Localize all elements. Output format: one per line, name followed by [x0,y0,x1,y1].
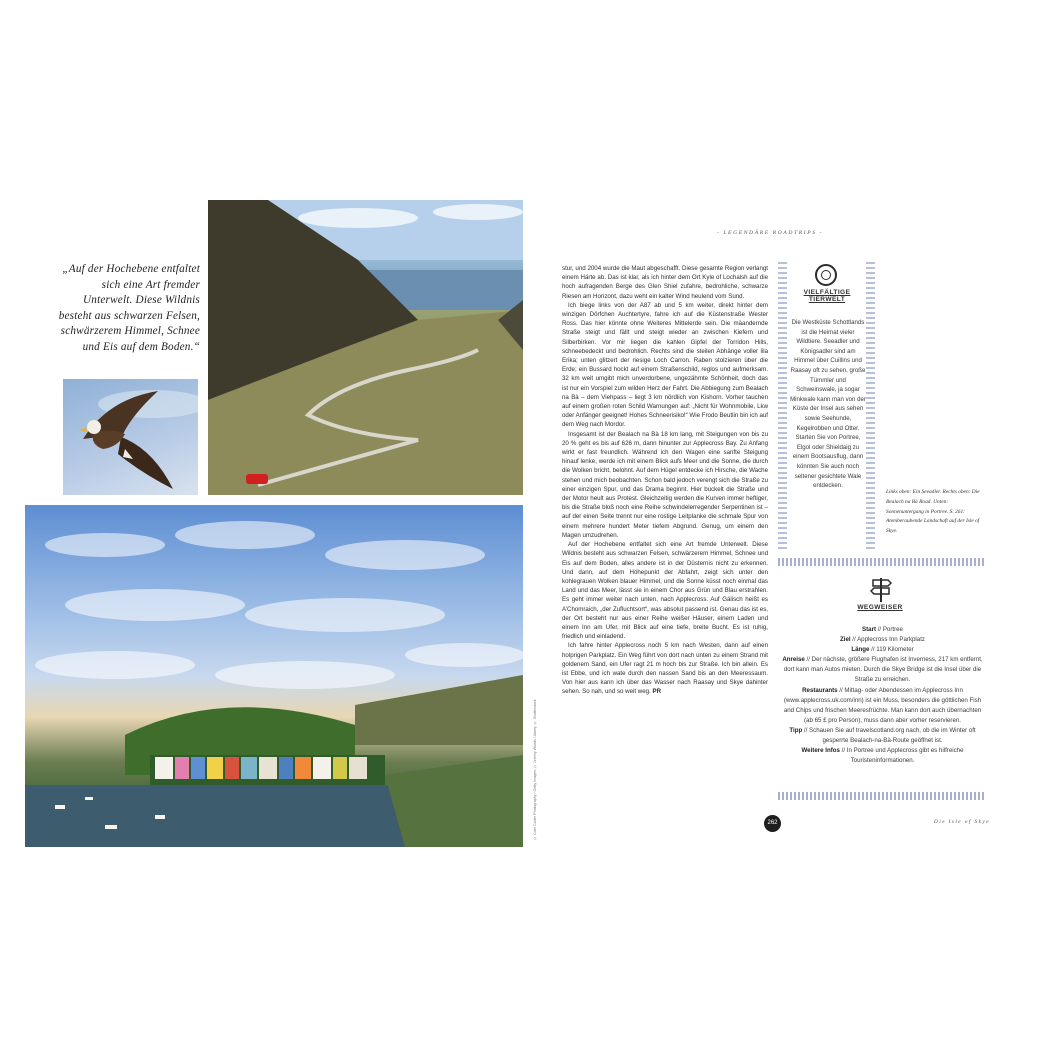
divider-bottom [778,792,985,800]
info-value: // Portree [876,626,903,633]
info-row-anreise [780,655,985,685]
article-paragraph: stur, und 2004 wurde die Maut abgeschafft. Diese gesamte Region verlangt einem Härte ab. Das ist klar, als ich hinter dem Ort Kyle of Lochalsh auf die hoch aufragenden Berge des Glen Shiel zufahre, bedrohliche, schwarze Riesen am Horizont, dazu weht ein kalter Wind heulend vom Sund. [562,265,768,300]
page-number: 262 [764,815,781,832]
info-label: Länge [851,646,870,654]
info-value: // Der nächste, größere Flughafen ist Inverness, 217 km entfernt, dort kann man Autos mieten. Durch die Skye Bridge ist die Insel über die Straße zu erreichen. [783,656,983,684]
info-label: Tipp [789,726,803,734]
info-row-tipp [780,726,985,746]
wildlife-title-line1: VIELFÄLTIGE [803,289,851,296]
article-paragraph-text: Ich fahre hinter Applecross noch 5 km nach Westen, dann auf einen holprigen Parkplatz. Ein Weg führt von dort nach unten zu einem Strand mit goldenem Sand, ein Ufer ragt 21 m hoch bis zur Straße. Ich bin allein. Es ist Ebbe, und ich wate durch den nassen Sand bis an den Meeressaum. Von hier aus kann ich über das Wasser nach Raasay und Skye dahinter sehen. So nah, und so weit weg. [562,642,768,696]
info-value: // Applecross Inn Parkplatz [850,636,925,644]
photo-credit: © Colin Carter Photography / Getty Images; © Jeremy Woods / Alamy; © Shutterstock [533,699,537,840]
mountain-pass-photo [208,200,523,495]
info-row-ziel [780,635,985,645]
info-value: // In Portree und Applecross gibt es hilfreiche Touristeninformationen. [839,747,964,765]
article-paragraph: Insgesamt ist der Bealach na Bà 18 km lang, mit Steigungen von bis zu 20 % geht es bis auf 626 m, dann hinunter zur Applecross Bay. Zu Anfang wirkt er fast freundlich. Während ich den Wagen eine sanfte Steigung hinauf lenke, werde ich mit einem Blick aufs Meer und die Sonne, die durch die Wolken bricht, belohnt. Auf dem Hügel entdecke ich Hirsche, die Wache stehen und mich beobachten. Schon bald jedoch verengt sich die Straße zu einer einzigen Spur, und das Drama beginnt. Hier buckelt die Straße und der Motor heult aus Protest. Gleichzeitig werden die Kurven immer heftiger, bis die Straße bloß noch eine Reihe schwindelerregender Serpentinen ist – auf der einen Seite trennt nur eine rostige Leitplanke die schmale Spur von einem mehrere hundert Meter tiefem Abgrund. Genug, um einem den Magen umzudrehen. [562,430,768,539]
info-label: Start [862,626,877,633]
box-border-left [778,262,787,552]
info-row-start [780,625,985,635]
info-value: // Mittag- oder Abendessen im Applecross Inn (www.applecross.uk.com/inn) ist ein Muss, besonders die göttlichen Fish and Chips und frischen Meeresfrüchte. Man kann dort auch übernachten (ab 65 £ pro Person), muss dann aber vorher reservieren. [783,686,982,724]
info-row-restaurants [780,686,985,726]
steering-wheel-icon [815,264,837,286]
harbour-illustration [25,505,523,847]
info-label: Weitere Infos [801,747,840,755]
photo-caption: Links oben: Ein Seeadler. Rechts oben: Die Bealach na Bà Road. Unten: Sonnenuntergang in Portree. S. 261: Atemberaubende Landschaft auf der Isle of Skye. [886,489,980,535]
footer-title: Die Isle of Skye [933,819,990,825]
info-row-laenge [780,645,985,655]
info-value: // Schauen Sie auf travelscotland.org nach, ob die im Winter oft gesperrte Bealach-na-Bà-Route geöffnet ist. [802,726,976,745]
info-label: Restaurants [802,686,838,694]
article-paragraph: Auf der Hochebene entfaltet sich eine Art fremde Unterwelt. Diese Wildnis besteht aus schwarzen Felsen, schwärzerem Himmel, Schnee und Eis auf dem Boden, alles andere ist in der Düsternis nicht zu erkennen. Und dann, auf dem Höhepunkt der Abfahrt, zeigt sich unter den kohlegrauen Wolken blauer Himmel, und die Sonne küsst noch einmal das Land und das Meer, lässt sie in einem Chor aus Grün und Blau erstrahlen. Es geht immer weiter nach unten, nach Applecross. Auf Gälisch heißt es A’Chomraich, „der Zufluchtsort“, was absolut passend ist. Genau das ist es, der Ort besteht nur aus einer Reihe weißer Häuser, einem Laden und einem Inn am Ufer, mit Blick auf eine tiefe, breite Bucht. Es ist ruhig, friedlich und einladend. [562,541,768,641]
wegweiser-title: WEGWEISER [857,604,903,611]
info-label: Ziel [839,636,851,644]
article-paragraph [562,641,768,696]
wegweiser-info [780,625,985,766]
mountain-road-illustration [208,200,523,495]
info-label: Anreise [782,656,805,664]
pull-quote: „Auf der Hochebene entfaltet sich eine Art fremder Unterwelt. Diese Wildnis besteht aus schwarzen Felsen, schwärzerem Himmel, Schnee und Eis auf dem Boden.“ [58,263,200,353]
eagle-photo [63,379,198,495]
article-body [562,264,768,697]
portree-harbour-photo [25,505,523,847]
signpost-icon [870,576,892,602]
info-value: // 119 Kilometer [869,646,914,654]
box-border-right [866,262,875,552]
wildlife-title-line2: TIERWELT [808,296,846,303]
wildlife-box-text: Die Westküste Schottlands ist die Heimat vieler Wildtiere. Seeadler und Königsadler sind am Himmel über Cuillins und Raasay oft zu sehen, große Tümmler und Schweinswale, ja sogar Minkwale kann man von der Küste der Insel aus sehen sowie Seehunde, Kegelrobben und Otter. Starten Sie von Portree, Elgol oder Shieldaig zu einem Bootsausflug, dann könnten Sie auch noch seltener gesichtete Wale entdecken. [790,319,866,490]
eagle-illustration [63,379,198,495]
article-paragraph: Ich biege links von der A87 ab und 5 km weiter, direkt hinter dem winzigen Dörfchen Auchtertyre, fahre ich auf die Küstenstraße Wester Ross. Das hier könnte ohne Weiteres Mittelerde sein. Die mäandernde Straße steigt und fällt und steigt wieder an zwischen Kiefern und Silberbirken. Vor mir liegen die kahlen Gipfel der Torridon Hills, schneebedeckt und bedrohlich. Rechts sind die steilen Abhänge voller lila Erika; unten glitzert der riesige Loch Carron. Raben stolzieren über die Erde; ein Bussard hockt auf einem Straßenschild, reglos und aufmerksam. 32 km weit umgibt mich unverdorbene, ungezähmte Schönheit, doch das ist nur ein Vorspiel zum wilden Herz der Fahrt. Die Abbiegung zum Bealach na Bà – dem Viehpass – liegt 3 km nördlich von Kishorn. Vorher tauchen auf einem großen roten Schild Warnungen auf: „Nicht für Wohnmobile, Lkw oder Anfänger geeignet! Hohes Schneerisiko!“ Wie Frodo Beutlin bin ich auf dem Weg nach Mordor. [562,301,768,429]
wildlife-box-title [790,289,864,303]
author-initials: PR [652,688,662,696]
divider-top [778,558,985,566]
info-row-weitere-infos [780,746,985,766]
running-head: - LEGENDÄRE ROADTRIPS - [716,230,824,236]
